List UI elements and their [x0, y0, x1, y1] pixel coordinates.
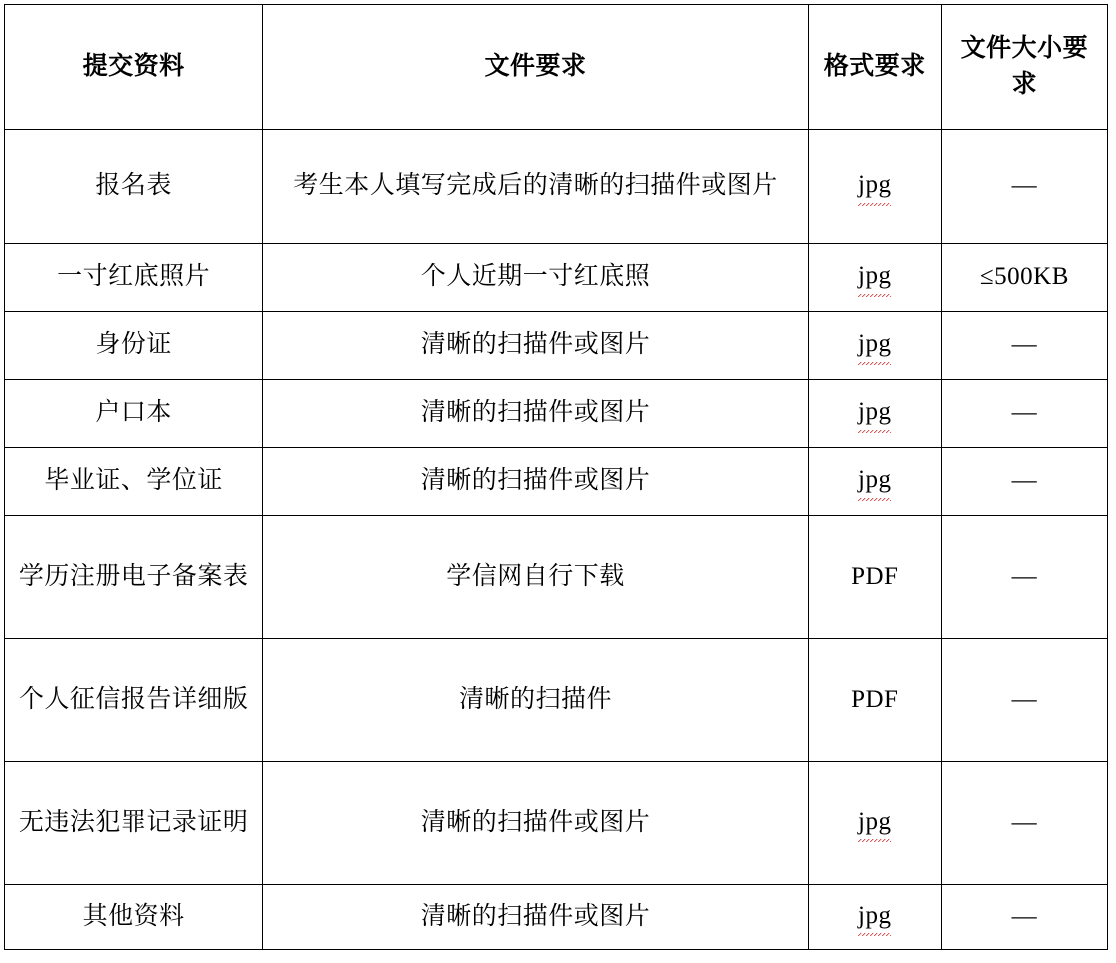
cell-material: 个人征信报告详细版 — [5, 639, 263, 762]
cell-format-text: jpg — [858, 326, 891, 364]
cell-file-requirement: 清晰的扫描件或图片 — [263, 380, 808, 448]
cell-format-text: jpg — [858, 804, 891, 842]
table-row — [5, 380, 1108, 448]
cell-material: 一寸红底照片 — [5, 244, 263, 312]
cell-format — [808, 312, 941, 380]
cell-format-text: jpg — [858, 898, 891, 936]
table-row — [5, 244, 1108, 312]
table-row — [5, 639, 1108, 762]
column-header-size-requirement: 文件大小要求 — [941, 5, 1107, 130]
cell-format-text: jpg — [858, 394, 891, 432]
cell-format — [808, 448, 941, 516]
cell-material: 毕业证、学位证 — [5, 448, 263, 516]
cell-material: 学历注册电子备案表 — [5, 516, 263, 639]
cell-format-text: jpg — [858, 462, 891, 500]
cell-material: 其他资料 — [5, 885, 263, 950]
cell-file-requirement: 清晰的扫描件或图片 — [263, 762, 808, 885]
table-row — [5, 130, 1108, 244]
table-body — [5, 130, 1108, 950]
cell-file-requirement: 清晰的扫描件或图片 — [263, 448, 808, 516]
cell-material: 报名表 — [5, 130, 263, 244]
submission-materials-table — [4, 4, 1108, 950]
cell-size: — — [941, 130, 1107, 244]
table-row — [5, 312, 1108, 380]
cell-file-requirement: 个人近期一寸红底照 — [263, 244, 808, 312]
cell-format-text: jpg — [858, 167, 891, 205]
cell-size: — — [941, 885, 1107, 950]
cell-file-requirement: 考生本人填写完成后的清晰的扫描件或图片 — [263, 130, 808, 244]
table-row — [5, 516, 1108, 639]
cell-format-text: jpg — [858, 258, 891, 296]
cell-file-requirement: 清晰的扫描件 — [263, 639, 808, 762]
cell-format — [808, 762, 941, 885]
cell-format: PDF — [808, 639, 941, 762]
table-row — [5, 762, 1108, 885]
table-header-row — [5, 5, 1108, 130]
cell-format — [808, 885, 941, 950]
cell-size: — — [941, 516, 1107, 639]
cell-format — [808, 244, 941, 312]
cell-size: — — [941, 448, 1107, 516]
table-row — [5, 448, 1108, 516]
cell-file-requirement: 学信网自行下载 — [263, 516, 808, 639]
cell-format — [808, 130, 941, 244]
column-header-format-requirement: 格式要求 — [808, 5, 941, 130]
cell-format: PDF — [808, 516, 941, 639]
cell-size: — — [941, 762, 1107, 885]
cell-material: 户口本 — [5, 380, 263, 448]
column-header-material: 提交资料 — [5, 5, 263, 130]
cell-size: — — [941, 312, 1107, 380]
cell-format — [808, 380, 941, 448]
table-header — [5, 5, 1108, 130]
cell-size: ≤500KB — [941, 244, 1107, 312]
table-row — [5, 885, 1108, 950]
cell-size: — — [941, 639, 1107, 762]
cell-size: — — [941, 380, 1107, 448]
column-header-file-requirement: 文件要求 — [263, 5, 808, 130]
cell-material: 身份证 — [5, 312, 263, 380]
cell-material: 无违法犯罪记录证明 — [5, 762, 263, 885]
cell-file-requirement: 清晰的扫描件或图片 — [263, 312, 808, 380]
cell-file-requirement: 清晰的扫描件或图片 — [263, 885, 808, 950]
